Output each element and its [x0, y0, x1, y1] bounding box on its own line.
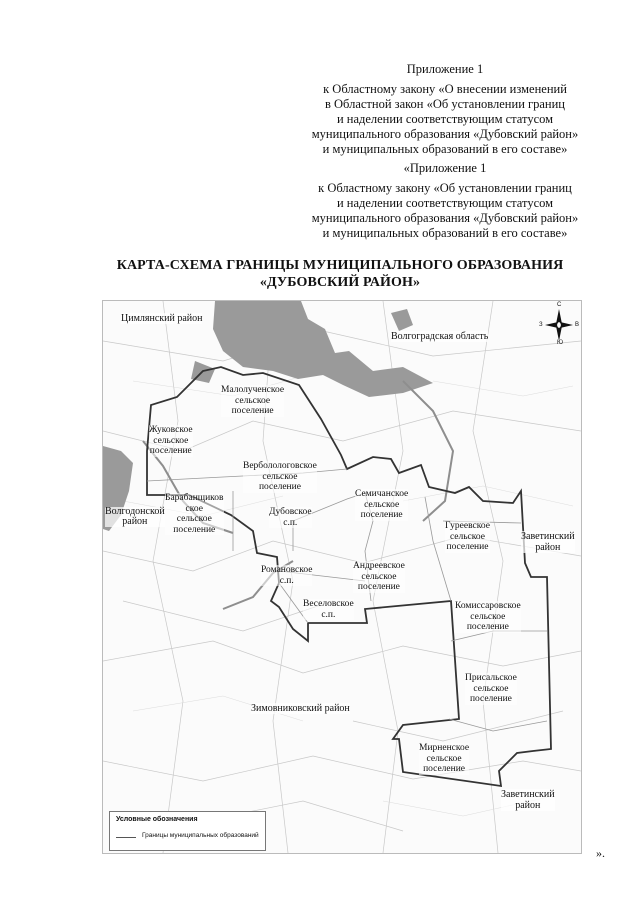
settlement-label-line: Гуреевское: [445, 521, 490, 531]
settlement-label-line: Присальское: [465, 673, 517, 683]
settlement-verbovolog-label: [243, 461, 317, 493]
compass-north-label: С: [557, 302, 562, 308]
settlement-label-line: поселение: [423, 764, 466, 774]
settlement-gureevskoe-label: [445, 521, 490, 553]
neighbor-volgodonskoy-line: Волгодонской: [105, 506, 165, 517]
legend-boundary-label: Границы муниципальных образований: [142, 832, 259, 839]
compass-south-label: Ю: [557, 340, 564, 346]
map-canvas: [103, 301, 581, 853]
settlement-label-line: сельское: [364, 499, 400, 510]
settlement-label-line: сельское: [449, 531, 485, 542]
settlement-label-line: Мирненское: [419, 743, 470, 753]
neighbor-volgograd-label: Волгоградская область: [391, 331, 489, 342]
settlement-label-line: поселение: [173, 524, 216, 535]
settlement-label-line: Дубовское: [269, 507, 312, 517]
settlement-label-line: сельское: [473, 683, 509, 694]
settlement-label-line: поселение: [469, 694, 512, 704]
settlement-label-line: Семичанское: [355, 489, 409, 499]
settlement-label-line: поселение: [446, 542, 489, 552]
settlement-label-line: с.п.: [283, 517, 298, 528]
settlement-label-line: сельское: [361, 571, 397, 582]
neighbor-volgodonskoy-label: [105, 507, 165, 527]
settlement-label-line: поселение: [357, 582, 400, 592]
annex1-line: к Областному закону «О внесении изменений: [323, 82, 567, 96]
settlement-komissarovskoe-label: [455, 601, 521, 633]
settlement-label-line: поселение: [258, 482, 301, 492]
settlement-label-line: сельское: [153, 435, 189, 446]
settlement-label-line: сельское: [176, 514, 212, 524]
settlement-label-line: сельское: [262, 471, 298, 482]
settlement-label-line: Барабанщиков: [165, 493, 224, 503]
annex1-body: [290, 82, 600, 157]
settlement-label-line: Веселовское: [303, 599, 354, 609]
settlement-malolu-label: [221, 385, 284, 417]
settlement-dubovskoe-label: [269, 507, 312, 528]
settlement-semichanskoe-label: [355, 489, 408, 521]
map-title-line1: КАРТА-СХЕМА ГРАНИЦЫ МУНИЦИПАЛЬНОГО ОБРАЗОВАНИЯ: [116, 258, 564, 273]
neighbor-zavetinsky-east-line: Заветинский: [521, 531, 575, 542]
settlement-label-line: Комиссаровское: [455, 601, 521, 611]
annex2-line: и наделении соответствующим статусом: [336, 196, 554, 210]
map-title-line2: «ДУБОВСКИЙ РАЙОН»: [259, 275, 421, 290]
settlement-label-line: поселение: [466, 622, 509, 632]
map-legend: [109, 811, 266, 851]
annex1-line: в Областной закон «Об установлении границ: [324, 97, 565, 111]
settlement-label-line: поселение: [149, 446, 192, 456]
compass-east-label: В: [575, 322, 580, 328]
compass-rose: [539, 303, 579, 347]
settlement-label-line: Малолученское: [221, 385, 285, 395]
legend-boundary-swatch: [116, 837, 136, 838]
settlement-label-line: с.п.: [279, 575, 294, 586]
neighbor-zavetinsky-east-line: район: [535, 542, 561, 553]
closing-quote: ».: [596, 846, 605, 860]
neighbor-zimovnikovsky-label: Зимовниковский район: [251, 703, 350, 714]
district-map: [102, 300, 582, 854]
annex2-line: к Областному закону «Об установлении границ: [318, 181, 572, 195]
annex1-heading: Приложение 1: [406, 62, 484, 76]
settlement-mirnenskoe-label: [419, 743, 469, 775]
neighbor-zavetinsky-south-label: [501, 789, 555, 811]
settlement-veselovskoe-label: [303, 599, 354, 620]
settlement-barabanshikov-label: [165, 493, 224, 535]
annex1-line: и наделении соответствующим статусом: [336, 112, 554, 126]
neighbor-zavetinsky-east-label: [521, 531, 575, 553]
settlement-label-line: Жуковское: [149, 425, 193, 435]
settlement-label-line: поселение: [231, 406, 274, 416]
district-boundary: [147, 367, 551, 786]
settlement-label-line: с.п.: [321, 609, 336, 620]
settlement-prisalskoe-label: [465, 673, 517, 705]
settlement-label-line: Андреевское: [353, 561, 405, 571]
compass-west-label: З: [539, 322, 543, 328]
settlement-label-line: поселение: [360, 510, 403, 520]
annex2-body: [290, 181, 600, 241]
settlement-zhukovskoe-label: [149, 425, 193, 457]
settlement-label-line: Романовское: [261, 565, 313, 575]
neighbor-zavetinsky-south-line: район: [515, 800, 541, 811]
settlement-label-line: сельское: [470, 611, 506, 622]
neighbor-zavetinsky-south-line: Заветинский: [501, 789, 555, 800]
settlement-label-line: Верболологовское: [243, 461, 317, 471]
annex2-heading: «Приложение 1: [403, 161, 487, 175]
neighbor-tsimlyansky-label: Цимлянский район: [121, 313, 203, 324]
settlement-romanovskoe-label: [261, 565, 312, 586]
neighbor-volgodonskoy-line: район: [122, 516, 148, 527]
settlement-andreevskoe-label: [353, 561, 405, 593]
annex1-line: муниципального образования «Дубовский район»: [311, 127, 579, 141]
annex1-line: и муниципальных образований в его составе»: [322, 142, 568, 156]
settlement-label-line: сельское: [426, 753, 462, 764]
settlement-label-line: сельское: [235, 395, 271, 406]
annex2-line: и муниципальных образований в его составе»: [322, 226, 568, 240]
annex2-line: муниципального образования «Дубовский район»: [311, 211, 579, 225]
settlement-label-line: ское: [185, 503, 203, 514]
legend-title: Условные обозначения: [116, 816, 198, 823]
